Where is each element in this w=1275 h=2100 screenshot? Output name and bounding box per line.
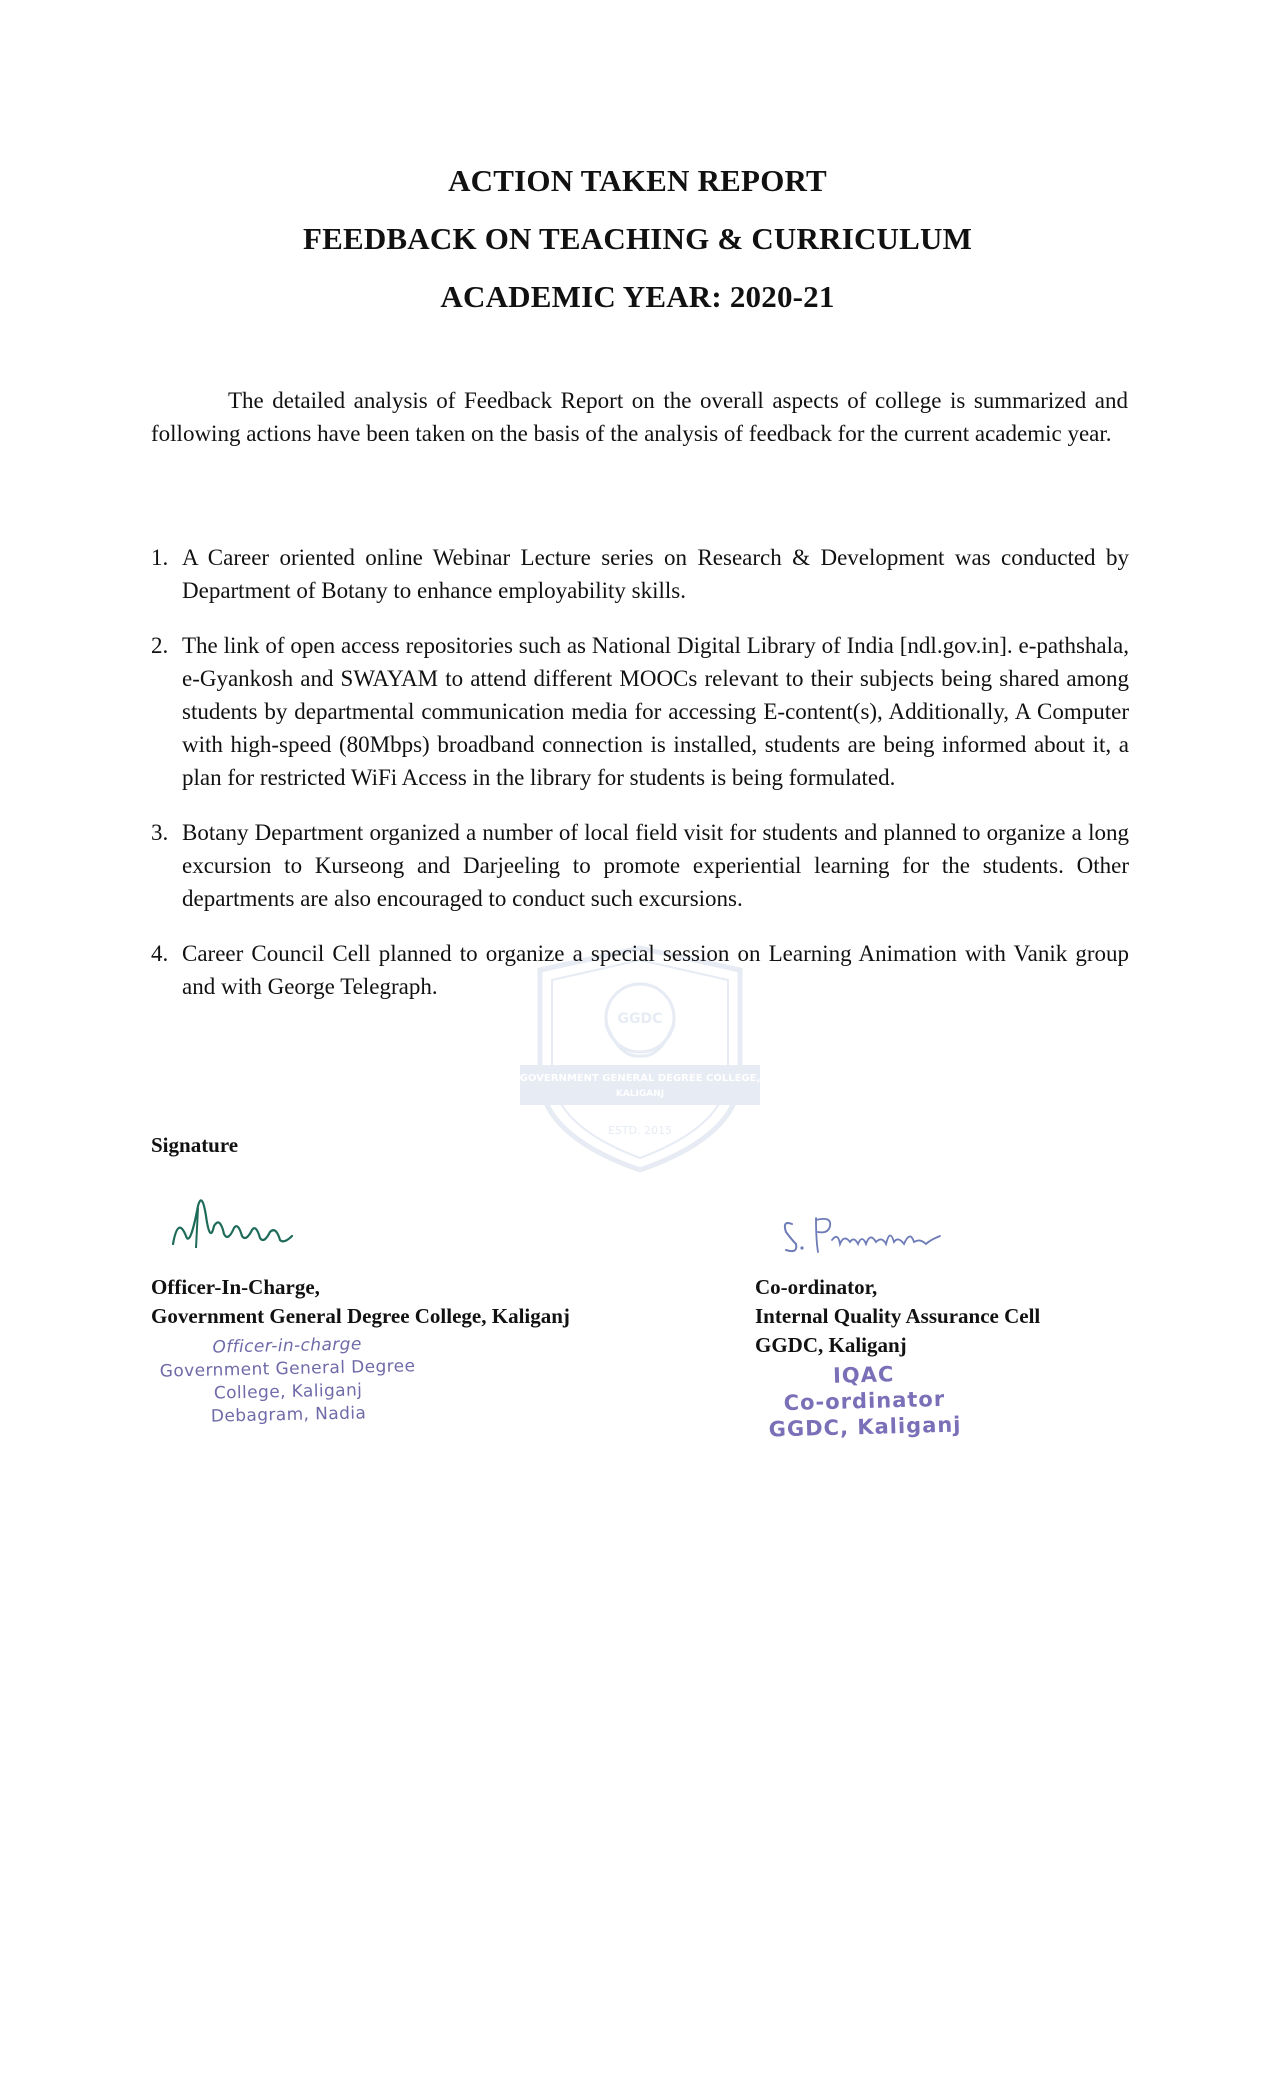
action-text: Botany Department organized a number of local field visit for students and planned to organize a long excursion to Kurseong and Darjeeling to promote experiential learning for the students. Other departments are also encouraged to conduct such excursions. xyxy=(182,820,1129,911)
action-item xyxy=(151,816,1129,915)
watermark-estd: ESTD. 2015 xyxy=(607,1124,673,1137)
stamp-line: College, Kaliganj xyxy=(213,1380,363,1404)
action-text: A Career oriented online Webinar Lecture series on Research & Development was conducted by Department of Botany to enhance employability skills. xyxy=(182,545,1129,603)
coordinator-signature xyxy=(780,1210,950,1260)
watermark-line-2: KALIGANJ xyxy=(615,1089,665,1099)
action-number: 4. xyxy=(151,941,169,966)
action-item xyxy=(151,937,1129,1003)
stamp-line: IQAC xyxy=(832,1362,895,1388)
iqac-stamp xyxy=(767,1359,962,1442)
title-line-2: FEEDBACK ON TEACHING & CURRICULUM xyxy=(302,221,973,256)
emblem-text: GGDC xyxy=(617,1011,663,1027)
title-line-3: ACADEMIC YEAR: 2020-21 xyxy=(440,279,835,314)
action-item xyxy=(151,629,1129,794)
stamp-line: Debagram, Nadia xyxy=(210,1403,367,1427)
officer-role: Officer-In-Charge, xyxy=(151,1275,320,1299)
action-text: Career Council Cell planned to organize a special session on Learning Animation with Vanik group and with George Telegraph. xyxy=(182,941,1129,999)
officer-signature xyxy=(168,1186,298,1256)
title-line-1: ACTION TAKEN REPORT xyxy=(448,163,827,198)
stamp-line: Co-ordinator xyxy=(783,1386,946,1416)
action-list xyxy=(151,541,1129,1025)
officer-org: Government General Degree College, Kaliganj xyxy=(151,1304,570,1328)
action-number: 3. xyxy=(151,820,169,845)
coordinator-org-line-1: Internal Quality Assurance Cell xyxy=(755,1304,1041,1328)
coordinator-org-line-2: GGDC, Kaliganj xyxy=(755,1333,907,1357)
signature-heading: Signature xyxy=(151,1133,239,1157)
watermark-line-1: GOVERNMENT GENERAL DEGREE COLLEGE, xyxy=(520,1073,760,1084)
action-number: 2. xyxy=(151,633,169,658)
action-item xyxy=(151,541,1129,607)
officer-signatory xyxy=(151,1273,570,1331)
stamp-line: GGDC, Kaliganj xyxy=(768,1412,962,1442)
officer-stamp xyxy=(159,1332,417,1429)
stamp-line: Officer-in-charge xyxy=(212,1334,362,1358)
action-text: The link of open access repositories such as National Digital Library of India [ndl.gov.in]. e-pathshala, e-Gyankosh and SWAYAM to attend different MOOCs relevant to their subjects being shared among students by departmental communication media for accessing E-content(s), Additionally, A Computer with high-speed (80Mbps) broadband connection is installed, students are being informed about it, a plan for restricted WiFi Access in the library for students is being formulated. xyxy=(182,633,1129,790)
stamp-line: Government General Degree xyxy=(159,1356,416,1382)
coordinator-signatory xyxy=(755,1273,1040,1360)
action-number: 1. xyxy=(151,545,169,570)
coordinator-role: Co-ordinator, xyxy=(755,1275,878,1299)
report-title xyxy=(0,152,1275,326)
intro-paragraph: The detailed analysis of Feedback Report on the overall aspects of college is summarized and following actions have been taken on the basis of the analysis of feedback for the current academic year. xyxy=(151,388,1128,446)
